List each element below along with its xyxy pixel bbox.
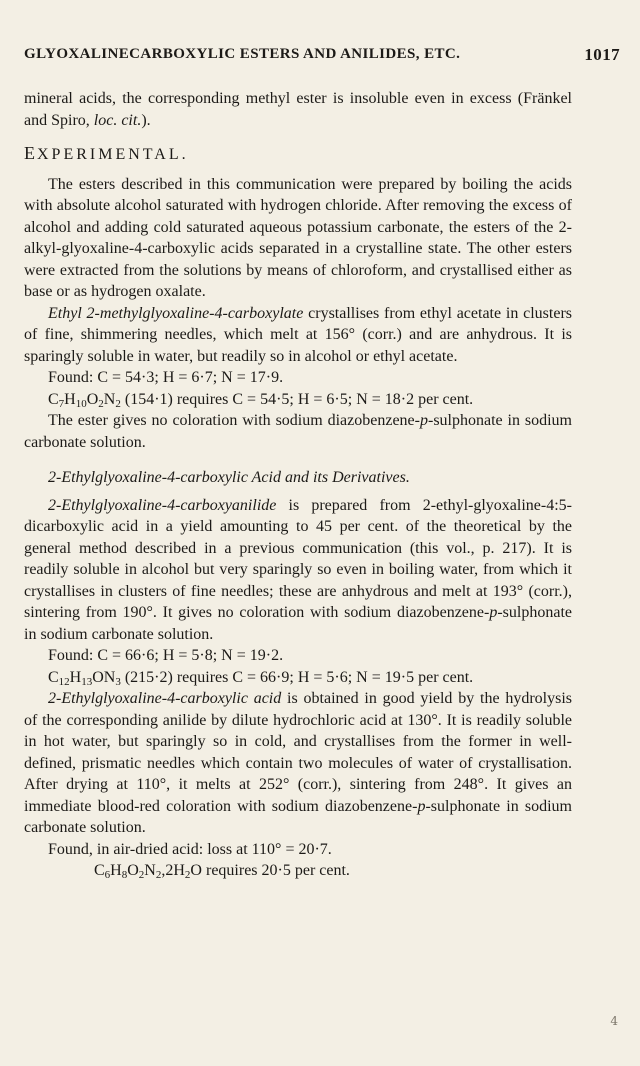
- page-number: 1017: [584, 45, 620, 64]
- ethyl-ester-requires: $C_7H_{10}O_2N_2$ (154·1) requires C = 54·5; H = 6·5; N = 18·2 per cent.: [48, 390, 474, 410]
- acid-name: 2-Ethylglyoxaline-4-carboxylic acid: [48, 690, 282, 707]
- section-heading: EXPERIMENTAL.: [24, 143, 189, 163]
- acid-requires: $C_6H_8O_2N_2,2H_2O$ requires 20·5 per cent.: [94, 862, 350, 881]
- intro-paragraph: mineral acids, the corresponding methyl ester is insoluble even in excess (Fränkel and Spiro, loc. cit.).: [24, 90, 572, 129]
- anilide-requires: $C_{12}H_{13}ON_3$ (215·2) requires C = 66·9; H = 5·6; N = 19·5 per cent.: [48, 668, 474, 688]
- anilide-name: 2-Ethylglyoxaline-4-carboxyanilide: [48, 496, 277, 514]
- anilide-paragraph: 2-Ethylglyoxaline-4-carboxyanilide is prepared from 2-ethyl-glyoxaline-4:5-dicarboxylic acid in a yield amounting to 45 per cent. of the theoretical by the general method described in a previous communication (this vol., p. 217). It is readily soluble in alcohol but very sparingly so even in boiling water, from which it crystallises in clusters of fine needles; these are anhydrous and melt at 193° (corr.), sintering from 190°. It gives no coloration with sodium diazobenzene-p-sulphonate in sodium carbonate solution.: [24, 496, 572, 643]
- acid-paragraph: 2-Ethylglyoxaline-4-carboxylic acid is obtained in good yield by the hydrolysis of the corresponding anilide by dilute hydrochloric acid at 130°. It is readily soluble in hot water, but sparingly so in cold, and crystallises from the former in well-defined, prismatic needles which contain two molecules of water of crystallisation. After drying at 110°, it melts at 252° (corr.), sintering from 248°. It gives an immediate blood-red coloration with sodium diazobenzene-p-sulphonate in sodium carbonate solution.: [24, 690, 573, 836]
- ethyl-ester-name: Ethyl 2-methylglyoxaline-4-carboxylate: [48, 304, 304, 322]
- ethyl-ester-note: The ester gives no coloration with sodium diazobenzene-p-sulphonate in sodium carbonate solution.: [24, 412, 572, 451]
- running-header: [24, 46, 620, 70]
- body-text: [24, 88, 572, 882]
- ethyl-ester-paragraph: Ethyl 2-methylglyoxaline-4-carboxylate crystallises from ethyl acetate in clusters of fine, shimmering needles, which melt at 156° (corr.) and are anhydrous. It is sparingly soluble in water, but readily so in alcohol or ethyl acetate.: [24, 304, 573, 365]
- corner-mark: 4: [610, 1014, 618, 1028]
- header-title: GLYOXALINECARBOXYLIC ESTERS AND ANILIDES, ETC.: [24, 46, 461, 62]
- acid-found: Found, in air-dried acid: loss at 110° = 20·7.: [48, 840, 332, 858]
- subheading: 2-Ethylglyoxaline-4-carboxylic Acid and its Derivatives.: [48, 469, 410, 486]
- ethyl-ester-found: Found: C = 54·3; H = 6·7; N = 17·9.: [48, 369, 284, 386]
- methods-paragraph: The esters described in this communication were prepared by boiling the acids with absolute alcohol saturated with hydrogen chloride. After removing the excess of alcohol and adding cold saturated aqueous potassium carbonate, the esters of the 2-alkyl-glyoxaline-4-carboxylic acids separated in a crystalline state. The other esters were extracted from the solutions by means of chloroform, and crystallised either as base or as hydrogen oxalate.: [24, 175, 572, 300]
- anilide-found: Found: C = 66·6; H = 5·8; N = 19·2.: [48, 647, 284, 664]
